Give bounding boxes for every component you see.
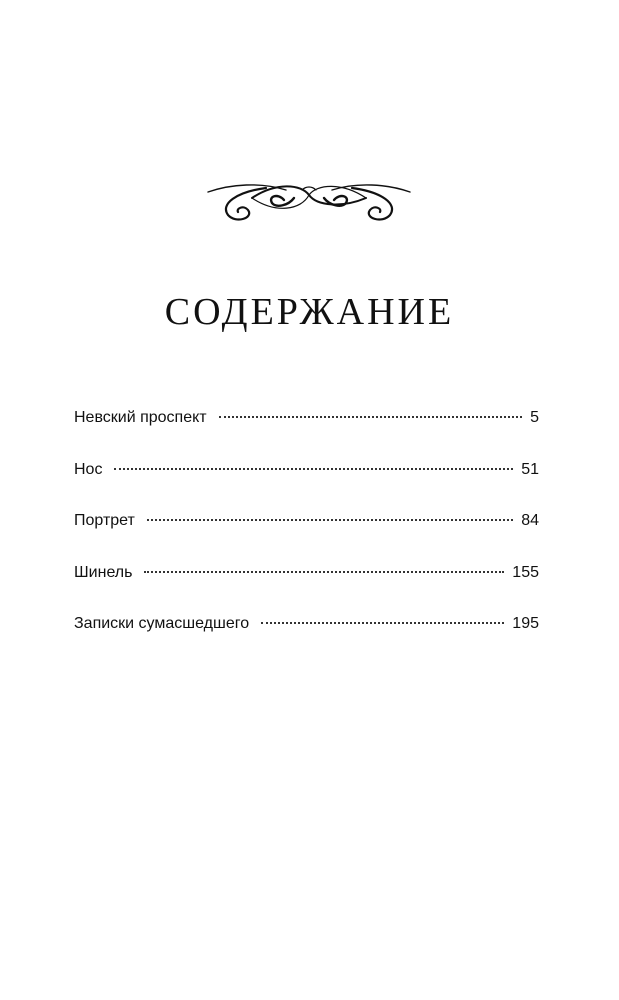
toc-entry-page: 51 <box>521 460 539 478</box>
toc-entry-page: 155 <box>512 563 539 581</box>
toc-entry-title: Портрет <box>74 512 135 529</box>
dot-leader <box>147 519 513 521</box>
toc-entry[interactable] <box>74 561 539 613</box>
toc-entry[interactable] <box>74 509 539 561</box>
table-of-contents <box>74 406 539 664</box>
toc-entry[interactable] <box>74 406 539 458</box>
toc-entry-page: 5 <box>530 409 539 426</box>
toc-entry-title: Нос <box>74 460 103 478</box>
dot-leader <box>144 571 504 573</box>
toc-entry-page: 84 <box>521 512 539 529</box>
page-title: СОДЕРЖАНИЕ <box>164 291 455 333</box>
toc-entry[interactable] <box>74 612 539 664</box>
toc-entry-title: Записки сумасшедшего <box>74 615 250 632</box>
dot-leader <box>261 622 504 624</box>
toc-entry-page: 195 <box>512 615 539 632</box>
dot-leader <box>114 468 513 470</box>
flourish-ornament-icon <box>206 178 412 228</box>
toc-entry-title: Шинель <box>74 563 133 581</box>
toc-entry[interactable] <box>74 458 539 510</box>
toc-entry-title: Невский проспект <box>74 409 207 426</box>
dot-leader <box>219 416 522 418</box>
